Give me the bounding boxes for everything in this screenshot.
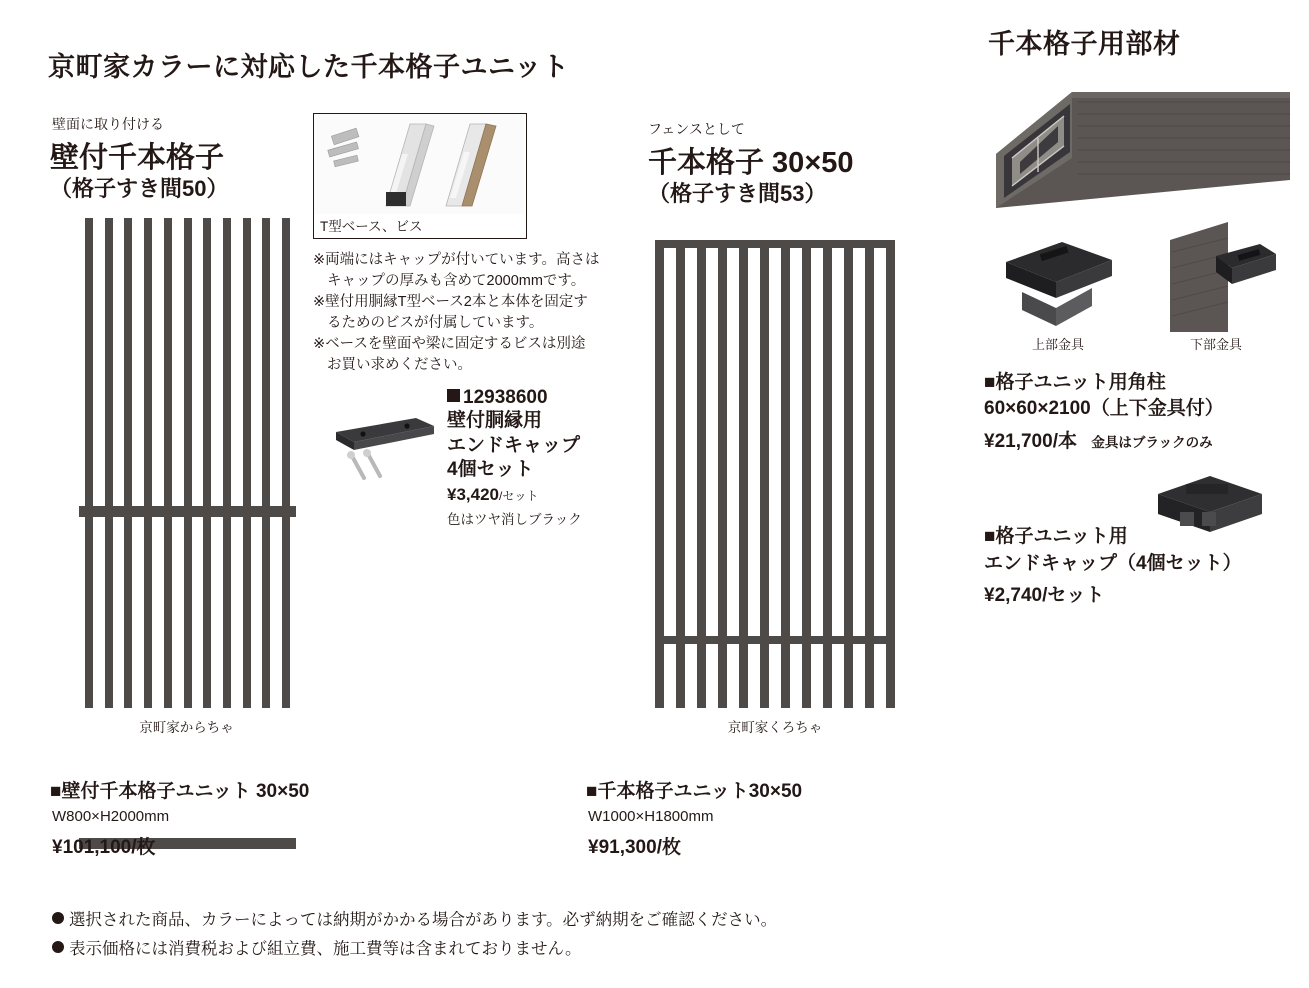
lattice-slat — [144, 218, 152, 708]
upper-bracket-caption: 上部金具 — [1031, 337, 1084, 352]
lattice-slat — [243, 218, 251, 708]
lower-bracket-caption: 下部金具 — [1189, 337, 1242, 352]
center-spec-dimension: W1000×H1800mm — [588, 808, 714, 825]
page-title: 京町家カラーに対応した千本格子ユニット — [48, 52, 570, 82]
unit-endcap-line1: ■格子ユニット用 — [984, 526, 1128, 547]
center-spec-title: ■千本格子ユニット30×50 — [586, 781, 803, 802]
lattice-slat — [85, 218, 93, 708]
unit-endcap-line2: エンドキャップ（4個セット） — [984, 553, 1242, 574]
lattice-slat — [282, 218, 290, 708]
lattice-rail — [655, 636, 895, 644]
lattice-rail — [655, 240, 895, 248]
note-line: お買い求めください。 — [327, 357, 472, 374]
lattice-slat — [262, 218, 270, 708]
note-line: ※壁付用胴縁T型ベース2本と本体を固定す — [313, 294, 588, 311]
left-product-caption: 京町家からちゃ — [139, 720, 234, 735]
footer-note: 表示価格には消費税および組立費、施工費等は含まれておりません。 — [52, 935, 1152, 964]
lower-bracket-photo — [1142, 222, 1290, 332]
left-spec-title: ■壁付千本格子ユニット 30×50 — [50, 781, 310, 802]
note-line: ※両端にはキャップが付いています。高さは — [313, 252, 600, 268]
square-bullet-icon — [447, 389, 460, 402]
left-spec-price: ¥101,100 — [52, 837, 132, 858]
wall-endcap-price: ¥3,420/セット — [447, 485, 539, 505]
lattice-slat — [105, 218, 113, 708]
wall-endcap-photo — [330, 400, 440, 490]
post-item-note: 金具はブラックのみ — [1091, 435, 1213, 450]
post-item-size: 60×60×2100（上下金具付） — [984, 398, 1224, 419]
bullet-icon — [52, 941, 64, 953]
unit-endcap-photo — [1150, 468, 1270, 548]
center-product-title: 千本格子 30×50 — [648, 147, 854, 179]
left-product-eyebrow: 壁面に取り付ける — [52, 116, 164, 132]
left-spec-price-unit: /枚 — [131, 837, 156, 858]
fence-lattice-illustration — [655, 240, 895, 708]
wall-endcap-item — [447, 387, 647, 528]
center-product-subtitle: （格子すき間53） — [648, 181, 827, 206]
center-product-eyebrow: フェンスとして — [648, 121, 745, 137]
lattice-slat — [203, 218, 211, 708]
post-item-price-unit: /本 — [1052, 431, 1077, 452]
left-spec-dimension: W800×H2000mm — [52, 808, 170, 825]
lattice-slat — [164, 218, 172, 708]
lattice-slat — [223, 218, 231, 708]
footer-notes — [52, 906, 1152, 964]
center-product-caption: 京町家くろちゃ — [727, 720, 823, 735]
center-spec-price-row — [588, 832, 681, 859]
center-spec-price: ¥91,300 — [588, 837, 657, 858]
lattice-slat — [184, 218, 192, 708]
post-item-price-row — [984, 426, 1213, 453]
t-base-photo — [313, 113, 527, 239]
unit-endcap-price-unit: /セット — [1042, 585, 1105, 606]
wall-mounted-lattice-illustration — [85, 218, 290, 708]
unit-endcap-price: ¥2,740 — [984, 585, 1043, 606]
post-item-title: ■格子ユニット用角柱 — [984, 372, 1166, 393]
notes-list — [313, 250, 643, 376]
post-photo — [988, 62, 1290, 208]
note-line: ※ベースを壁面や梁に固定するビスは別途 — [313, 336, 586, 353]
wall-endcap-line3: 4個セット — [447, 459, 534, 481]
lattice-slat — [124, 218, 132, 708]
wall-endcap-line1: 壁付胴縁用 — [447, 410, 543, 431]
wall-endcap-color-note: 色はツヤ消しブラック — [447, 512, 582, 528]
lattice-rail — [79, 506, 296, 517]
footer-note: 選択された商品、カラーによっては納期がかかる場合があります。必ず納期をご確認ください。 — [52, 906, 1152, 935]
left-product-title: 壁付千本格子 — [50, 142, 225, 174]
wall-endcap-code: 12938600 — [447, 387, 647, 409]
post-item-price: ¥21,700 — [984, 431, 1053, 452]
t-base-photo-caption: T型ベース、ビス — [320, 219, 423, 234]
upper-bracket-photo — [988, 222, 1128, 332]
left-spec-price-row — [52, 832, 156, 859]
unit-endcap-price-row — [984, 580, 1104, 607]
right-section-title: 千本格子用部材 — [988, 29, 1181, 59]
center-spec-price-unit: /枚 — [656, 837, 681, 858]
wall-endcap-line2: エンドキャップ — [447, 434, 581, 456]
note-line: るためのビスが付属しています。 — [327, 315, 544, 332]
left-product-subtitle: （格子すき間50） — [50, 176, 229, 201]
note-line: キャップの厚みも含めて2000mmです。 — [327, 273, 586, 290]
bullet-icon — [52, 912, 64, 924]
